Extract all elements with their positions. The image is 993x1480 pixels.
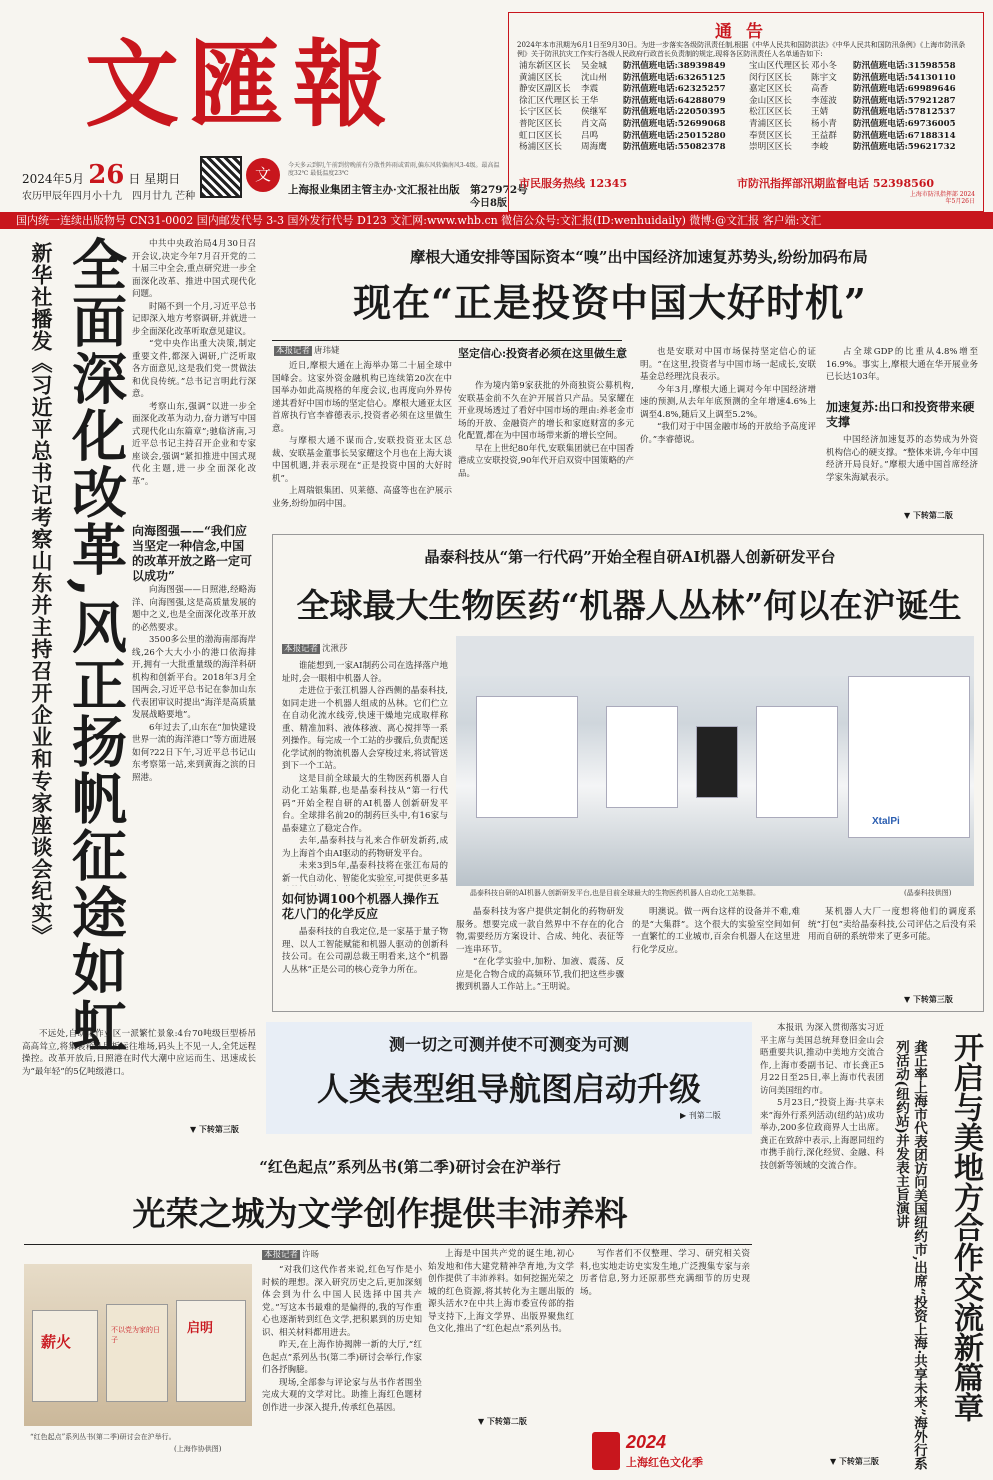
whb-logo: 文 xyxy=(246,158,280,192)
notice-cell: 奉贤区区长 xyxy=(749,130,792,141)
robot-lab-photo[interactable] xyxy=(456,636,974,886)
a3-continue[interactable]: ▶ 刊第二版 xyxy=(680,1111,721,1120)
notice-row xyxy=(519,61,979,73)
notice-cell: 高香 xyxy=(811,84,829,95)
hotline-right: 市防汛指挥部汛期监督电话 52398560 xyxy=(737,177,935,190)
a1-body-4: 占全球GDP的比重从4.8%增至16.9%。事实上,摩根大通在华开展业务已长达103年。 xyxy=(826,347,978,382)
right-body: 本报讯 为深入贯彻落实习近平主席与美国总统拜登旧金山会晤重要共识,推动中美地方交流合作,上海市委副书记、市长龚正5月22日至25日,率上海市代表团访问美国纽约市。 5月23日,“投资上海·共享未来”海外行系列活动(纽约站)成功举办,200多位政商界人士出席。龚正在致辞中表示,上海愿同纽约市携手前行,深化经贸、金融、科技创新等领域的交流合作。 xyxy=(760,1023,884,1171)
book-cover: 薪火 xyxy=(32,1310,98,1402)
a4-caption: “红色起点”系列丛书(第二季)研讨会在沪举行。 xyxy=(30,1433,176,1441)
a2-subhead: 如何协调100个机器人操作五花八门的化学反应 xyxy=(282,892,440,921)
a1-byline: 本报记者 唐玮婕 xyxy=(276,346,340,356)
a1-headline[interactable]: 现在“正是投资中国大好时机” xyxy=(353,280,867,325)
notice-cell: 吴金城 xyxy=(581,61,607,71)
lead-continue[interactable]: ▼ 下转第三版 xyxy=(190,1124,239,1134)
notice-row xyxy=(519,84,979,96)
notice-cell: 徐汇区代理区长 xyxy=(519,95,580,106)
a2-kicker: 晶泰科技从“第一行代码”开始全程自研AI机器人创新研发平台 xyxy=(424,548,836,566)
right-continue[interactable]: ▼ 下转第三版 xyxy=(830,1456,879,1466)
a2-byline: 本报记者 沈湫莎 xyxy=(284,644,348,654)
notice-cell: 虹口区区长 xyxy=(519,130,562,141)
a1-body-3: 也是安联对中国市场保持坚定信心的证明。“在这里,投资者与中国市场一起成长,安联基金总经理沈良表示。 今年3月,摩根大通上调对今年中国经济增速的预测,从去年年底预测的全年增速4.6%上调至4.8%,随后又上调至5.2%。 “我们对于中国金融市场的开放给予高度评价。”李睿德说。 xyxy=(640,347,816,445)
notice-cell: 防汛值班电话:25015280 xyxy=(623,130,726,141)
a1-body-2: 作为境内第9家获批的外商独资公募机构,安联基金前不久在沪开展首只产品。吴家耀在开业现场透过了看好中国市场的理由:养老金市场的开放、金融资产的增长和家庭财富的多元化配置,都在为中国市场带来新的增长空间。 早在上世纪80年代,安联集团就已在中国香港成立安联投资,90年代开启双资中国策略的产品。 xyxy=(458,381,634,479)
xtalpi-logo: XtalPi xyxy=(872,816,900,827)
a1-rule xyxy=(272,340,622,341)
notice-cell: 防汛值班电话:38939849 xyxy=(623,61,726,71)
a2-body-1: 谁能想到,一家AI制药公司在选择落户地址时,会一眼相中机器人谷。 走进位于张江机器人谷西侧的晶泰科技,如同走进一个机器人组成的丛林。它们伫立在自动化流水线旁,快速干燥地完成取样称重、精准加料、液体移液、离心搅拌等一系列操作。每完成一个工站的步骤后,负责配送化学试剂的物流机器人会穿梭过来,将试管送到下一个工站。 这是目前全球最大的生物医药机器人自动化工站集群,也是晶泰科技从“第一行代码”开始全程自研的AI机器人创新研发平台。全球排名前20的制药巨头中,有16家与晶泰建立了稳定合作。 去年,晶泰科技与礼来合作研发新药,成为上海首个由AI驱动的药物研发平台。 未来3到5年,晶泰科技将在张江布局的新一代自动化、智能化实验室,可提供更多基 xyxy=(282,661,448,884)
notice-row xyxy=(519,142,979,154)
a1-body-5: 中国经济加速复苏的态势成为外资机构信心的硬支撑。“整体来讲,今年中国经济开局良好。”摩根大通中国首席经济学家朱海斌表示。 xyxy=(826,435,978,483)
books-photo[interactable] xyxy=(24,1264,252,1426)
ceiling xyxy=(456,636,974,676)
notice-cell: 吕鸣 xyxy=(581,130,599,141)
notice-cell: 防汛值班电话:64288079 xyxy=(623,95,726,106)
robot-station xyxy=(756,706,838,818)
culture-season-icon xyxy=(592,1432,620,1470)
weather-small-print: 今天多云到阴,午前到傍晚前有分散性阵雨或雷雨,偏东风转偏南风3-4级。最高温度32℃ 最低温度23℃ xyxy=(288,162,500,177)
a2-credit: (晶泰科技供图) xyxy=(904,889,952,897)
notice-row xyxy=(519,131,979,143)
notice-cell: 杨小青 xyxy=(811,118,837,129)
hotline-left: 市民服务热线 12345 xyxy=(519,177,628,190)
flood-notice-box xyxy=(508,12,984,212)
notice-title: 通告 xyxy=(715,22,777,42)
a2-headline[interactable]: 全球最大生物医药“机器人丛林”何以在沪诞生 xyxy=(296,586,962,625)
notice-cell: 防汛值班电话:63265125 xyxy=(623,72,726,83)
today-pages: 今日8版 xyxy=(470,198,507,209)
notice-row xyxy=(519,73,979,85)
date-suffix: 日 星期日 xyxy=(128,172,181,186)
red-culture-badge: 2024 上海红色文化季 xyxy=(592,1432,718,1472)
dateline xyxy=(22,160,180,190)
a2-body-5: 某机器人大厂一度想将他们的调度系统“打包”卖给晶泰科技,公司评估之后没有采用而自研的系统带来了更多可能。 xyxy=(808,907,976,942)
a1-subhead-1: 坚定信心:投资者必须在这里做生意 xyxy=(458,347,628,360)
qr-code-icon[interactable] xyxy=(200,156,242,198)
notice-row xyxy=(519,119,979,131)
a3-kicker: 测一切之可测并使不可测变为可测 xyxy=(388,1035,629,1054)
notice-cell: 陈宇文 xyxy=(811,72,837,83)
notice-cell: 防汛值班电话:67188314 xyxy=(853,130,956,141)
a2-continue[interactable]: ▼ 下转第三版 xyxy=(904,994,953,1004)
lead-subhead: 向海图强——“我们应当坚定一种信念,中国的改革开放之路一定可以成功” xyxy=(132,524,253,583)
notice-signature: 上海市防汛指挥部 2024年5月26日 xyxy=(909,191,975,205)
a3-headline[interactable]: 人类表型组导航图启动升级 xyxy=(316,1070,701,1108)
book-cover: 不以党为家的日子 xyxy=(106,1304,168,1402)
notice-intro: 2024年本市汛期为6月1日至9月30日。为进一步落实各级防汛责任制,根据《中华人民共和国防洪法》《中华人民共和国防汛条例》《上海市防汛条例》关于防汛抗灾工作实行各级人民政府行政首长负责制的规定,现将各区防汛责任人名单通告如下: xyxy=(517,41,966,58)
publication-info-bar: 国内统一连续出版物号 CN31-0002 国内邮发代号 3-3 国外发行代号 D123 文汇网:www.whb.cn 微信公众号:文汇报(ID:wenhuidaily) 微博:@文汇报 客户端:文汇 xyxy=(0,212,993,229)
masthead-title: 文匯報 xyxy=(85,30,398,140)
notice-cell: 李峻 xyxy=(811,142,829,153)
notice-cell: 长宁区区长 xyxy=(519,107,562,118)
a2-caption: 晶泰科技自研的AI机器人创新研发平台,也是目前全球最大的生物医药机器人自动化工站集群。 xyxy=(470,889,761,897)
a4-rule xyxy=(24,1244,752,1245)
a2-body-3: 晶泰科技为客户提供定制化的药物研发服务。想要完成一款自然界中不存在的化合物,需要经历方案设计、合成、纯化、表征等一连串环节。 “在化学实验中,加粉、加液、震荡、反应是化合物合成的高频环节,我们把这些步骤搬到机器人工作站上。”王明说。 xyxy=(456,907,624,992)
notice-cell: 闵行区区长 xyxy=(749,72,792,83)
a4-body-2: 上海是中国共产党的诞生地,初心始发地和伟大建党精神孕育地,为文学创作提供了丰沛养料。如何挖掘光荣之城的红色资源,将其转化为主题出版的源头活水?在中共上海市委宣传部的指导支持下,上海文学界、出版界聚焦红色文化,推出了“红色起点”系列丛书。 xyxy=(428,1249,574,1334)
a4-headline[interactable]: 光荣之城为文学创作提供丰沛养料 xyxy=(132,1194,628,1233)
lead-body-2: 向海图强——日照港,经略海洋、向海图强,这是高质量发展的题中之义,也是全面深化改革开放的必然要求。 3500多公里的渤海南部海岸线,26个大大小小的港口依海排开,拥有一大批重量级的海洋科研机构和创新平台。2018年3月全国两会,习近平总书记在参加山东代表团审议时提出“海洋是高质量发展战略要地”。 6年过去了,山东在“加快建设世界一流的海洋港口”等方面进展如何?22日下午,习近平总书记山东考察第一站,来到黄海之滨的日照港。 xyxy=(132,585,256,783)
lead-headline[interactable]: 全面深化改革,风正扬帆征途如虹 xyxy=(63,236,128,1056)
robot-station xyxy=(848,676,970,838)
notice-cell: 沈山州 xyxy=(581,72,607,83)
notice-cell: 防汛值班电话:69989646 xyxy=(853,84,956,95)
notice-cell: 王华 xyxy=(581,95,599,106)
notice-cell: 李震 xyxy=(581,84,599,95)
a2-body-4: 明澳说。做一两台这样的设备并不难,难的是“大集群”。这个很大的实验室空间如何一直繁忙的工业城市,百余台机器人在这里进行化学反应。 xyxy=(632,907,800,955)
notice-cell: 防汛值班电话:57921287 xyxy=(853,95,956,106)
notice-cell: 青浦区区长 xyxy=(749,118,792,129)
notice-cell: 静安区副区长 xyxy=(519,84,571,95)
notice-cell: 李莲波 xyxy=(811,95,837,106)
notice-cell: 防汛值班电话:59621732 xyxy=(853,142,956,153)
notice-grid xyxy=(519,61,979,154)
lead-kicker: 新华社播发《习近平总书记考察山东并主持召开企业和专家座谈会纪实》 xyxy=(29,242,54,946)
a4-body-1: “对我们这代作者来说,红色写作是小时候的理想。深入研究历史之后,更加深刻体会到为什么中国人民选择中国共产党。”写这本书最难的是偏得的,我的写作重心也逐渐转到红色文学,把积累到的历史知识、相关材料都用进去。 昨天,在上海作协揭牌一新的大厅,“红色起点”系列丛书(第二季)研讨会举行,作家们各抒胸臆。 现场,全部参与评论家与丛书作者围坐完成大观的文学对比。助推上海红色题材创作进一步深入提升,传承红色基因。 xyxy=(262,1265,422,1413)
a4-continue[interactable]: ▼ 下转第二版 xyxy=(478,1416,527,1426)
lead-body-1: 中共中央政治局4月30日召开会议,决定今年7月召开党的二十届三中全会,重点研究进一步全面深化改革、推进中国式现代化问题。 时隔不到一个月,习近平总书记即深入地方考察调研,并就进一步全面深化改革听取意见建议。 “党中央作出重大决策,制定重要文件,都深入调研,广泛听取各方面意见,这是我们党一贯做法和优良传统。”总书记言明此行深意。 考察山东,强调“以进一步全面深化改革为动力,奋力谱写中国式现代化山东篇章”;驰临济南,习近平总书记主持召开企业和专家座谈会,强调“紧扣推进中国式现代化主题,进一步全面深化改革”。 xyxy=(132,239,256,487)
notice-row xyxy=(519,96,979,108)
a4-credit: (上海作协供图) xyxy=(174,1445,222,1453)
right-headline[interactable]: 开启与美地方合作交流新篇章 xyxy=(948,1032,983,1422)
date-day: 26 xyxy=(88,160,125,190)
notice-cell: 浦东新区区长 xyxy=(519,61,571,71)
notice-cell: 周海鹰 xyxy=(581,142,607,153)
notice-cell: 崇明区区长 xyxy=(749,142,792,153)
right-subhead: 龚正率上海市代表团访问美国纽约市,出席“投资上海·共享未来”海外行系列活动(纽约站)并发表主旨演讲 xyxy=(893,1040,927,1470)
notice-cell: 侯继军 xyxy=(581,107,607,118)
notice-cell: 王婧 xyxy=(811,107,829,118)
notice-cell: 黄浦区区长 xyxy=(519,72,562,83)
notice-cell: 杨浦区区长 xyxy=(519,142,562,153)
notice-cell: 防汛值班电话:54130110 xyxy=(853,72,956,83)
lunar-date: 农历甲辰年四月小十九 四月廿九 芒种 xyxy=(22,191,196,202)
notice-row xyxy=(519,107,979,119)
a2-body-2: 晶泰科技的自我定位,是一家基于量子物理、以人工智能赋能和机器人驱动的创新科技公司。在公司副总裁王明看来,这个“机器人丛林”正是公司的核心竞争力所在。 xyxy=(282,927,448,975)
a4-byline: 本报记者 许旸 xyxy=(264,1250,320,1260)
publisher-line: 上海报业集团主管主办·文汇报社出版 第27972号 xyxy=(288,184,528,196)
notice-cell: 防汛值班电话:22050395 xyxy=(623,107,726,118)
notice-cell: 防汛值班电话:55082378 xyxy=(623,142,726,153)
notice-cell: 宝山区代理区长 xyxy=(749,61,810,71)
notice-cell: 普陀区区长 xyxy=(519,118,562,129)
a4-kicker: “红色起点”系列丛书(第二季)研讨会在沪举行 xyxy=(259,1158,561,1176)
notice-cell: 防汛值班电话:31598558 xyxy=(853,61,956,71)
notice-cell: 嘉定区区长 xyxy=(749,84,792,95)
lead-body-3: 不远处,自动化作业区一派繁忙景象:4台70吨级巨型桥吊高高耸立,将集装箱从甲板运往堆场,码头上不见一人,全凭远程操控。改革开放后,日照港在时代大潮中应运而生、迅速成长为“最年轻”的5亿吨级港口。 xyxy=(22,1029,256,1077)
robot-station xyxy=(476,696,578,818)
a1-continue[interactable]: ▼ 下转第二版 xyxy=(904,510,953,520)
notice-cell: 防汛值班电话:69736005 xyxy=(853,118,956,129)
a1-kicker: 摩根大通安排等国际资本“嗅”出中国经济加速复苏势头,纷纷加码布局 xyxy=(410,248,868,266)
notice-cell: 防汛值班电话:62325257 xyxy=(623,84,726,95)
robot-station xyxy=(606,706,678,808)
notice-cell: 防汛值班电话:57812537 xyxy=(853,107,956,118)
mobile-robot xyxy=(696,726,738,798)
notice-cell: 金山区区长 xyxy=(749,95,792,106)
book-cover: 启明 xyxy=(176,1300,246,1402)
notice-cell: 邓小冬 xyxy=(811,61,837,71)
notice-cell: 防汛值班电话:52699068 xyxy=(623,118,726,129)
a4-body-3: 写作者们不仅整理、学习、研究相关资料,也实地走访史实发生地,广泛搜集专家与亲历者信息,努力还原那些充满细节的历史现场。 xyxy=(580,1249,750,1297)
a1-subhead-2: 加速复苏:出口和投资带来硬支撑 xyxy=(826,400,975,429)
a1-body-1: 近日,摩根大通在上海举办第二十届全球中国峰会。这家外资金融机构已连续第20次在中国举办如此高规格的年度会议,也再度向外界传递其看好中国市场的坚定信心。摩根大通亚太区首席执行官李睿德表示,投资者必须在这里做生意。 与摩根大通不谋而合,安联投资亚太区总裁、安联基金董事长吴家耀这个月也在上海大谈中国机遇,并表示现在“正是投资中国的大好时机”。 上周瑞银集团、贝莱德、高盛等也在沪展示业务,纷纷加码中国。 xyxy=(272,361,452,509)
notice-cell: 王益群 xyxy=(811,130,837,141)
notice-cell: 松江区区长 xyxy=(749,107,792,118)
notice-cell: 肖文高 xyxy=(581,118,607,129)
date-prefix: 2024年5月 xyxy=(22,172,85,186)
